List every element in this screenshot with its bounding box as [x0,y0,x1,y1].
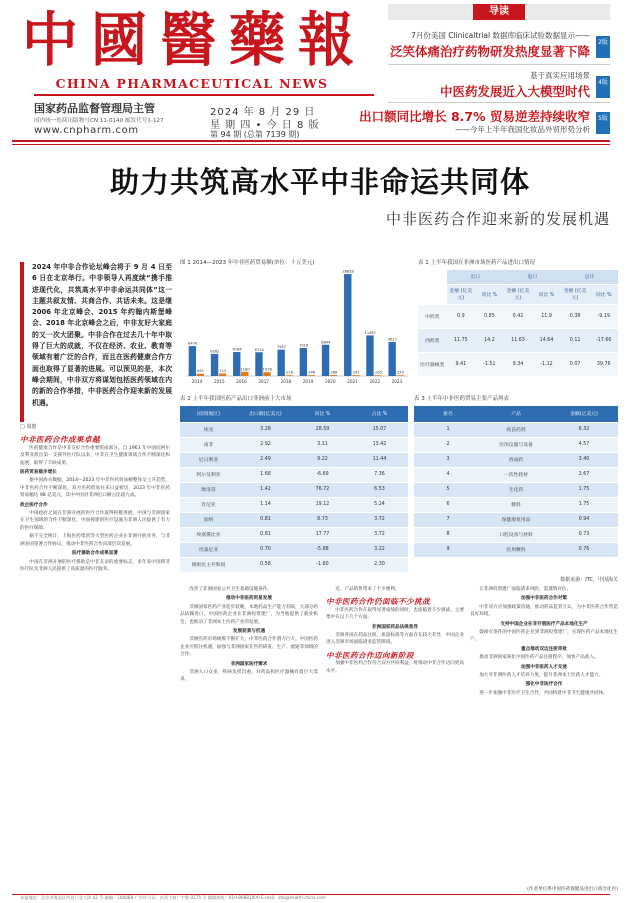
chart-data-label: 6262 [210,349,220,354]
table-row [418,304,618,328]
section-heading [326,652,464,659]
masthead-char: 中 [22,5,76,75]
paragraph: 中非双方应加强政策沟通，推动药品监管互认，为中非医药合作营造良好环境。 [470,604,618,618]
chart-data-label: 1078 [262,367,272,372]
table3-col-header: 金额(亿美元) [550,406,618,422]
masthead-title-en: CHINA PHARMACEUTICAL NEWS [55,76,329,91]
table-row [414,482,618,497]
table3-cell: 2.67 [550,467,618,482]
table1-cell: 11.63 [504,328,533,352]
table1-cell: 11.9 [532,304,561,328]
section-heading-text: 中非医药合作仍面临不少挑战 [326,597,430,607]
chart-bar [255,352,262,376]
table-row [180,452,408,467]
sub-heading: 医药贸易稳步增长 [20,470,57,476]
chart-data-label: 7918 [299,343,309,348]
chart-data-label: 6714 [254,347,264,352]
table2-cell: -6.69 [294,467,351,482]
guide-item-sub: 基于真实应用场景 [530,71,590,80]
article-intro [20,262,172,422]
table3-cell: 0.94 [550,512,618,527]
paragraph: 进一步加强中非医疗卫生合作，共同构建中非卫生健康共同体。 [479,690,608,696]
guide-item-sub: 7月份美国 Clinicaltrial 数据库临床试验数据显示—— [411,31,590,40]
table1-group-header: 出口 [447,270,504,284]
guide-item-badge[interactable]: 5版 [596,112,610,134]
masthead [12,4,382,139]
chart-bar [322,345,329,376]
table2-cell: 3.72 [351,527,408,542]
chart-tick-label: 2014 [191,379,203,384]
table3-col-header: 产品 [482,406,550,422]
table2-cell: 尼日利亚 [180,452,237,467]
paragraph: 加大对非洲医药人才培养力度，提升非洲本土医药人才能力。 [479,673,604,679]
table-top-markets [180,394,408,584]
chart-data-label: 246 [308,370,316,375]
page-headline: 助力共筑高水平中非命运共同体 [109,165,530,199]
table-row [180,512,408,527]
table1-col-header: 金额 (亿美元) [561,284,590,304]
paragraph: 非洲各国在药品注册、质量标准等方面存在较大差异，中国企业进入非洲市场面临诸多监管障碍。 [326,633,464,646]
table2-cell: -5.88 [294,542,351,557]
table3-grid [414,406,618,558]
table1-group-header: 进口 [504,270,561,284]
table3-cell: 9 [414,542,482,557]
chart-data-label: 8476 [188,341,198,346]
table2-cell: 2.49 [237,452,294,467]
table2-cell: 15.07 [351,422,408,437]
article-intro-text: 2024 年中非合作论坛峰会将于 9 月 4 日至 6 日在北京举行。中非领导人再度续“携手推进现代化，共筑高水平中非命运共同体”这一主题共叙友情、共商合作、共话未来。这是继 2006 年北京峰会、2015 年约翰内斯堡峰会、2018 年北京峰会之后，中非友好大家庭的又一次大团聚。中非合作在过去几十年中取得了巨大的成就，不仅在经济、农业、教育等领域有着广泛的合作，而且在医药健康合作方面也取得了显著的进展。可以预见的是，本次峰会期间，中非双方将谋划包括医药领域在内的新的合作举措，中非医药合作迎来新的发展机遇。 [32,263,172,407]
table-row [414,527,618,542]
table1-cell: -1.12 [532,352,561,376]
masthead-char: 國 [91,5,145,75]
table1-grid [418,270,618,377]
chart-tick-label: 2021 [347,379,358,384]
chart-bar [219,373,226,376]
table1-col-header: 同比 % [589,284,618,304]
table1-cell: 西药类 [418,328,447,352]
chart-bar [285,375,292,376]
sub-heading: 发展前景与机遇 [232,629,266,635]
chart-data-label: 1180 [240,367,250,372]
guide-item-badge[interactable]: 2版 [596,36,610,58]
table1-cell: 39.76 [589,352,618,376]
guide-divider [388,64,610,65]
author-note: (作者单位系中国医药保健品进出口商会化医) [527,887,618,892]
chart-tick-label: 2022 [369,379,381,384]
chart-data-label: 218 [286,370,293,375]
table3-col-header: 排名 [414,406,482,422]
chart-bar [344,274,351,376]
table-row [180,497,408,512]
chart-data-label: 266 [330,370,338,375]
table2-cell: 13.42 [351,437,408,452]
table1-cell: 中药类 [418,304,447,328]
masthead-rule-thin [12,144,610,145]
table1-cell: 医疗器械类 [418,352,447,376]
chart-bar [211,354,218,376]
chart-data-label: 6784 [232,347,242,352]
table2-cell: 8.73 [294,512,351,527]
table3-cell: 5 [414,482,482,497]
table3-cell: 4.57 [550,437,618,452]
table1-col-header: 同比 % [475,284,504,304]
section-heading-text: 中非医药合作迈向新阶段 [326,650,414,660]
table3-cell: 西成药 [482,452,550,467]
chart-tick-label: 2017 [258,379,270,384]
table1-group-header: 总计 [561,270,618,284]
table2-cell: 9.22 [294,452,351,467]
masthead-title [22,5,352,75]
table-row [414,512,618,527]
table1-title: 表 1 上半年我国在非洲市场医药产品进出口情况 [418,260,535,266]
guide-header [388,4,610,20]
chart-tick-label: 2018 [280,379,292,384]
table2-cell: 17.77 [294,527,351,542]
table1-cell: 0.11 [561,328,590,352]
masthead-sponsor: 国家药品监督管理局主管 [34,102,155,115]
sub-heading: 政企医疗合作 [20,502,48,508]
chart-data-label: 220 [397,370,404,375]
table1-cell: 0.9 [447,304,476,328]
table3-cell: 生化药 [482,482,550,497]
table2-cell: 3.72 [351,512,408,527]
byline: □ 周惠 [20,424,37,430]
table-row [418,328,618,352]
table3-cell: 3.40 [550,452,618,467]
table2-cell: 阿尔及利亚 [180,467,237,482]
table3-cell: 1.75 [550,482,618,497]
bottom-info-line: 本报地址：北京市海淀区西直门北大街 42 号 邮编：100088 广告许可证：京西工商广字第 0175 号 编辑热线：010-86881000 E-mail：zbs@health-china.com [20,895,326,900]
table2-cell: 埃及 [180,422,237,437]
chart-bar [241,372,248,376]
sub-heading: 支持中国企业在非开展医疗产品本地化生产 [500,621,588,627]
table1-cell: 9.34 [504,352,533,376]
table3-cell: 保健康复用品 [482,512,550,527]
chart-data-label: 226 [374,370,382,375]
guide-item-badge[interactable]: 4版 [596,76,610,98]
table-row [180,422,408,437]
table2-cell: 埃塞俄比亚 [180,527,237,542]
table2-cell: 6.53 [351,482,408,497]
table2-col-header: 出口额(亿美元) [237,406,294,422]
table2-cell: 0.58 [237,557,294,572]
sub-heading: 加强中非医药人才交流 [521,664,567,670]
paragraph: 中非医药合作在取得显著成绩的同时，也面临着不少挑战，主要集中在以下几个方面。 [326,607,464,621]
paragraph: 非洲医药市场规模不断扩大，中非医药合作潜力巨大。中国医药企业应抓住机遇，加强与非洲国家在医药研发、生产、流通等领域的合作。 [180,637,318,658]
chart-bar [277,350,284,376]
guide-item-main[interactable]: 泛笑体痛治疗药物研发热度显著下降 [389,44,590,59]
table2-cell: 肯尼亚 [180,497,237,512]
paragraph: 非洲人口众多，疾病负担沉重，对药品和医疗器械有着巨大需求。 [180,670,318,683]
guide-divider [388,102,610,103]
article-column-b [180,586,318,685]
table1-cell: 11.75 [447,328,476,352]
table2-cell: 1.42 [237,482,294,497]
paragraph: 加强中非医药合作符合双方共同利益，将推动中非合作迈向更高水平。 [326,661,464,674]
masthead-date: 2024 年 8 月 29 日 [210,107,316,118]
table3-cell: 1.75 [550,497,618,512]
sub-heading: 加强中非医药合作对策 [521,596,567,602]
table2-cell: 19.12 [294,497,351,512]
masthead-issue: 第 94 期 (总第 7139 期) [210,130,300,139]
paragraph: 在非洲投资建厂面临诸多风险，需谨慎评估。 [479,587,572,592]
chart-data-label: 9617 [387,337,398,342]
table2-cell: 28.59 [294,422,351,437]
table3-cell: 1 [414,422,482,437]
chart-bar [300,348,307,376]
masthead-char: 醫 [160,5,214,75]
paragraph: 近，产品销售带来了不少便利。 [335,587,400,592]
table3-cell: 3 [414,452,482,467]
table3-cell: 医用敷料 [482,542,550,557]
sub-heading: 强化中非医疗合作 [525,682,563,688]
table3-cell: 2 [414,437,482,452]
table2-cell: 1.68 [237,467,294,482]
section-heading [326,598,464,605]
sub-heading: 医疗援助合作成果显著 [72,551,118,557]
table3-cell: 0.76 [550,542,618,557]
table2-cell: 3.22 [351,542,408,557]
table2-cell: 2.92 [237,437,294,452]
table3-cell: 一次性耗材 [482,467,550,482]
table1-col-header: 金额 (亿美元) [447,284,476,304]
table-row [180,482,408,497]
page-subheadline: 中非医药合作迎来新的发展机遇 [385,210,610,228]
table2-cell: 76.72 [294,482,351,497]
table3-cell: 疫苗药剂 [482,422,550,437]
table2-cell: 3.11 [294,437,351,452]
table-top-products [414,394,618,584]
sub-heading: 重点推动双边注册审批 [521,646,567,652]
table2-cell: 5.24 [351,497,408,512]
chart-title: 图 1 2014—2023 年中非医药贸易额(单位：十万美元) [180,260,315,266]
masthead-char: 報 [298,5,352,75]
chart-bar [197,374,204,376]
table1-cell: -1.51 [475,352,504,376]
guide-tag: 导读 [473,4,525,20]
table1-cell: -17.66 [589,328,618,352]
paragraph: 中国在非洲开展的医疗援助是中非友谊的重要标志，多年来中国援非医疗队为非洲人民提供了高质量的医疗服务。 [20,559,170,572]
table1-cell: 14.2 [475,328,504,352]
chart-bar [352,375,359,376]
guide-panel [359,4,610,136]
section-heading [20,436,170,443]
table-row [414,467,618,482]
table3-title: 表 3 上半年中非医药贸易主要产品列表 [414,396,509,402]
chart-bar [233,352,240,376]
chart-tick-label: 2016 [236,379,247,384]
chart-tick-label: 2019 [302,379,314,384]
table3-cell: 8 [414,527,482,542]
table2-cell: 1.14 [237,497,294,512]
table-row [180,437,408,452]
table-row [180,467,408,482]
table1-cell: 14.64 [532,328,561,352]
table3-cell: 敷料 [482,497,550,512]
table2-cell: 2.30 [351,557,408,572]
masthead-rule [12,140,610,142]
table3-cell: 4 [414,467,482,482]
table-row [414,422,618,437]
table3-cell: 口腔设备与材料 [482,527,550,542]
table1-col-header: 金额 (亿美元) [504,284,533,304]
chart-tick-label: 2015 [213,379,225,384]
table3-cell: 医用仪器与设备 [482,437,550,452]
chart-bar [374,375,381,376]
chart-bar [308,375,315,376]
paragraph: 鼓励有条件的中国医药企业到非洲投资建厂，实现医药产品本地化生产。 [470,630,618,643]
chart-bar [396,375,403,376]
table1-col-header [418,284,447,304]
paragraph: 据中国海关数据，2014—2023 年中非医药贸易额整体呈上升趋势，中非医药合作不断深化，双方医药贸易往来日益密切，2023 年中非医药贸易额达 98 亿美元，其中中国对非洲出口额占比超九成。 [20,478,170,499]
table2-grid [180,406,408,573]
sub-heading: 非洲国家药品法规差异 [372,624,418,630]
table3-cell: 0.73 [550,527,618,542]
section-heading-text: 中非医药合作成果卓越 [20,435,100,445]
table2-col-header: 同比 % [294,406,351,422]
table2-cell: 摩洛哥 [180,482,237,497]
chart-data-label: 651 [197,369,205,374]
chart-tick-label: 2023 [391,379,403,384]
data-source: 数据来源：ITC，中国海关 [560,577,618,583]
paragraph: 非洲国家医药产业起步较晚，本地药品生产能力有限，大部分药品依赖进口。中国医药企业在非洲投资建厂，为当地提供了就业机会，也推动了非洲本土医药产业的发展。 [180,604,318,625]
table2-cell: 刚果民主共和国 [180,557,237,572]
chart-bar [330,375,337,376]
table2-cell: 0.70 [237,542,294,557]
article-column-a [20,424,170,574]
table1-cell: 0.85 [475,304,504,328]
table2-cell: -1.60 [294,557,351,572]
sub-heading: 非洲国家医疗需求 [230,661,268,667]
table2-cell: 11.44 [351,452,408,467]
article-column-d [470,586,618,698]
table1-cell: 0.07 [561,352,590,376]
paragraph: 中国政府之间在非洲开展的医疗合作取得积极进展，中国与非洲国家在卫生领域的合作不断深化，中国援建的医疗设施为非洲人民提供了有力的医疗保障。 [20,511,170,531]
table1-cell: 9.41 [447,352,476,376]
table3-cell: 7 [414,512,482,527]
chart-bar [388,342,395,376]
table2-col-header: 国别(地区) [180,406,237,422]
chart-data-label: 7467 [276,345,287,350]
table1-cell: 0.38 [561,304,590,328]
table2-cell: 坦桑尼亚 [180,542,237,557]
table-row [414,542,618,557]
chart-bar [366,335,373,376]
paragraph: 推动非洲国家简化中国医药产品注册程序，加快产品准入。 [479,655,599,661]
chart-data-label: 8844 [321,340,331,345]
table3-cell: 6 [414,497,482,512]
masthead-char: 藥 [229,5,283,75]
chart-data-label: 713 [219,368,227,373]
chart-data-label: 241 [352,370,360,375]
table2-title: 表 2 上半年我国医药产品出口非洲前十大市场 [180,396,292,402]
table-row [180,527,408,542]
bar-chart [180,266,414,388]
chart-tick-label: 2020 [324,379,336,384]
table1-group-header [418,270,447,284]
table-row [180,557,408,572]
table2-cell: 3.28 [237,422,294,437]
figure-trade-chart [180,258,414,390]
table2-cell: 0.81 [237,527,294,542]
chart-bar [263,372,270,376]
table-row [180,542,408,557]
guide-item-main[interactable]: 出口额同比增长 8.7% 贸易逆差持续收窄 [359,109,590,124]
chart-data-label: 11487 [364,330,376,335]
sub-heading: 推动中非医药贸易发展 [226,596,272,602]
chart-bar [189,346,196,376]
table2-cell: 南非 [180,437,237,452]
table1-col-header: 同比 % [532,284,561,304]
paragraph: 据不完全统计，上海医药集团等大型医药企业在非洲开展业务，与非洲多国签署合作协议，推动中非医药合作向深层次发展。 [20,534,170,547]
table-row [414,452,618,467]
article-column-c [326,586,464,676]
paragraph: 改善了非洲国家公共卫生基础设施条件。 [189,587,272,592]
table1-cell: 0.42 [504,304,533,328]
table2-cell: 加纳 [180,512,237,527]
table-row [414,437,618,452]
paragraph: 医药健康合作是中非友好合作重要组成部分。自 1963 年中国向阿尔及利亚派出第一支援外医疗队以来，中非在卫生健康领域合作不断深化和拓展，取得了丰硕成果。 [20,445,170,466]
table-import-export [418,258,618,390]
chart-data-label: 28858 [342,269,354,274]
table2-cell: 7.36 [351,467,408,482]
masthead-cn-number: 国内统一连续出版物号CN 11-0140 邮发代号1-127 [34,118,164,124]
masthead-url[interactable]: www.cnpharm.com [34,125,139,136]
table-row [418,352,618,376]
masthead-divider [34,94,374,96]
table3-cell: 6.32 [550,422,618,437]
guide-item-main[interactable]: 中医药发展近入大模型时代 [439,84,590,99]
table-row [414,497,618,512]
masthead-weekday: 星 期 四 • 今 日 8 版 [210,120,320,131]
guide-item-sub: ——今年上半年我国化妆品外贸形势分析 [455,125,590,134]
table2-col-header: 占比 % [351,406,408,422]
table2-cell: 0.81 [237,512,294,527]
table1-cell: -9.19 [589,304,618,328]
